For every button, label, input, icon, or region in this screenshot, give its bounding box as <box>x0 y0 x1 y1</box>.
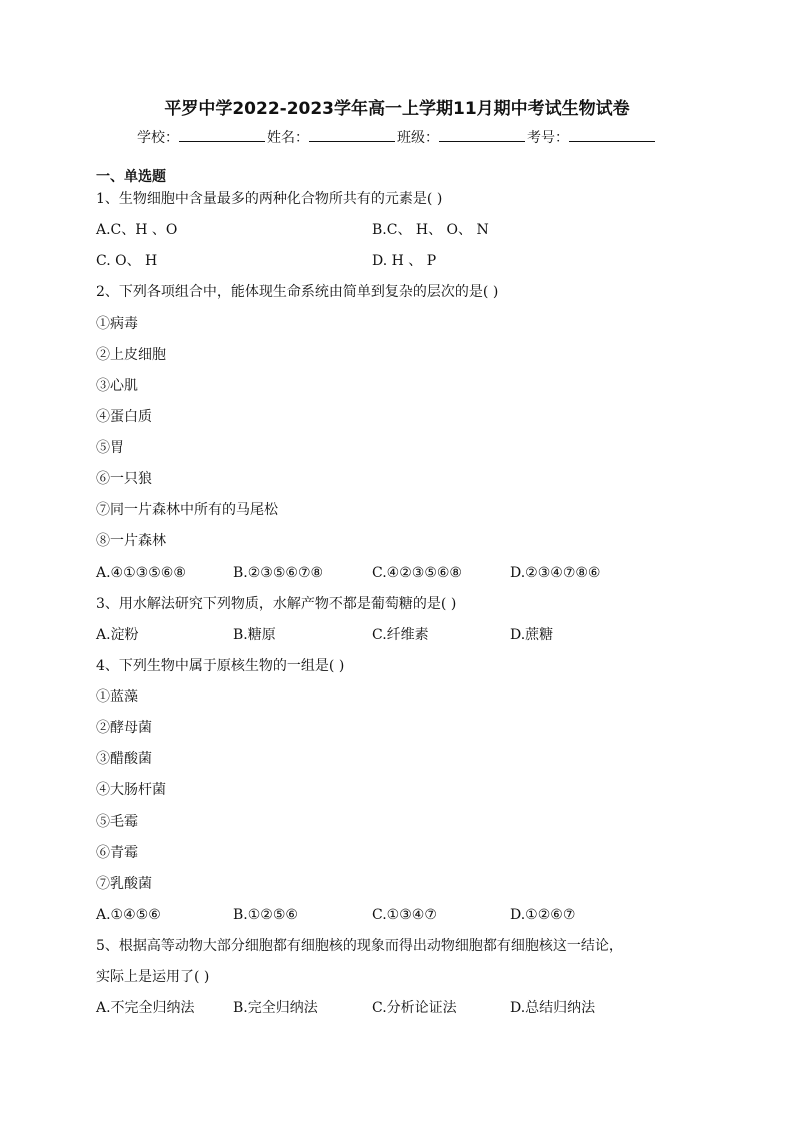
name-blank[interactable] <box>309 126 395 142</box>
q1-option-b[interactable]: B.C、 H、 O、 N <box>372 222 489 238</box>
q2-item: ⑦同一片森林中所有的马尾松 <box>96 502 278 518</box>
q4-option-d[interactable]: D.①②⑥⑦ <box>510 907 576 923</box>
name-label: 姓名： <box>267 130 309 146</box>
q5-option-d[interactable]: D.总结归纳法 <box>510 1000 596 1016</box>
exam-title: 平罗中学2022-2023学年高一上学期11月期中考试生物试卷 <box>164 99 630 119</box>
q5-stem-line1: 5、根据高等动物大部分细胞都有细胞核的现象而得出动物细胞都有细胞核这一结论， <box>96 938 623 954</box>
q1-stem: 1、生物细胞中含量最多的两种化合物所共有的元素是( ) <box>96 191 443 207</box>
q1-option-d[interactable]: D. H 、 P <box>372 253 437 269</box>
section-heading: 一、单选题 <box>96 169 166 185</box>
q4-item: ②酵母菌 <box>96 720 152 736</box>
q4-option-b[interactable]: B.①②⑤⑥ <box>233 907 298 923</box>
q2-item: ①病毒 <box>96 316 138 332</box>
q2-option-a[interactable]: A.④①③⑤⑥⑧ <box>96 565 186 581</box>
q3-option-b[interactable]: B.糖原 <box>233 627 276 643</box>
q2-item: ④蛋白质 <box>96 409 152 425</box>
school-label: 学校： <box>137 130 179 146</box>
q2-item: ②上皮细胞 <box>96 347 166 363</box>
q4-item: ⑦乳酸菌 <box>96 876 152 892</box>
q3-option-a[interactable]: A.淀粉 <box>96 627 139 643</box>
q4-item: ⑤毛霉 <box>96 814 138 830</box>
q4-option-c[interactable]: C.①③④⑦ <box>372 907 437 923</box>
q5-option-c[interactable]: C.分析论证法 <box>372 1000 457 1016</box>
q5-option-b[interactable]: B.完全归纳法 <box>233 1000 318 1016</box>
class-label: 班级： <box>397 130 439 146</box>
q5-stem-line2: 实际上是运用了( ) <box>96 969 210 985</box>
q5-option-a[interactable]: A.不完全归纳法 <box>96 1000 195 1016</box>
q3-option-d[interactable]: D.蔗糖 <box>510 627 554 643</box>
q2-item: ⑧一片森林 <box>96 533 166 549</box>
school-blank[interactable] <box>179 126 265 142</box>
q4-stem: 4、下列生物中属于原核生物的一组是( ) <box>96 658 345 674</box>
student-info-line <box>0 126 794 148</box>
q2-item: ⑥一只狼 <box>96 471 152 487</box>
q1-option-c[interactable]: C. O、 H <box>96 253 158 269</box>
q4-item: ⑥青霉 <box>96 845 138 861</box>
q4-item: ①蓝藻 <box>96 689 138 705</box>
q2-option-b[interactable]: B.②③⑤⑥⑦⑧ <box>233 565 324 581</box>
q1-option-a[interactable]: A.C、H 、O <box>96 222 178 238</box>
q2-item: ③心肌 <box>96 378 138 394</box>
q2-option-d[interactable]: D.②③④⑦⑧⑥ <box>510 565 601 581</box>
q3-option-c[interactable]: C.纤维素 <box>372 627 429 643</box>
q2-item: ⑤胃 <box>96 440 124 456</box>
q4-option-a[interactable]: A.①④⑤⑥ <box>96 907 161 923</box>
q3-stem: 3、用水解法研究下列物质，水解产物不都是葡萄糖的是( ) <box>96 596 457 612</box>
exam-no-label: 考号： <box>527 130 569 146</box>
q4-item: ④大肠杆菌 <box>96 782 166 798</box>
q2-option-c[interactable]: C.④②③⑤⑥⑧ <box>372 565 462 581</box>
q4-item: ③醋酸菌 <box>96 751 152 767</box>
q2-stem: 2、下列各项组合中，能体现生命系统由简单到复杂的层次的是( ) <box>96 284 499 300</box>
exam-no-blank[interactable] <box>569 126 655 142</box>
class-blank[interactable] <box>439 126 525 142</box>
